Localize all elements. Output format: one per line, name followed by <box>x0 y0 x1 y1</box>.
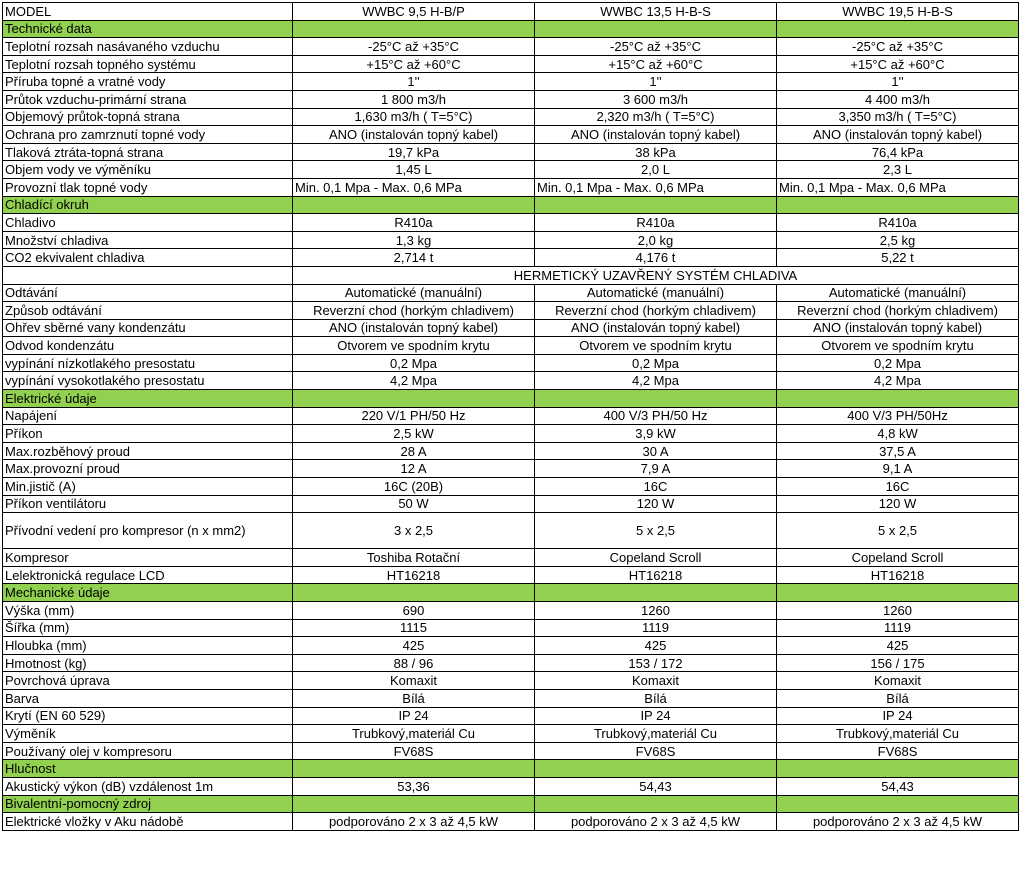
spec-row <box>3 460 1019 478</box>
section-fill-cell <box>777 795 1019 813</box>
spec-row <box>3 742 1019 760</box>
model-name: WWBC 19,5 H-B-S <box>777 3 1019 21</box>
spec-value: 1'' <box>535 73 777 91</box>
row-label: Výška (mm) <box>3 602 293 620</box>
spec-row <box>3 478 1019 496</box>
row-label: vypínání nízkotlakého presostatu <box>3 354 293 372</box>
row-label: Teplotní rozsah topného systému <box>3 55 293 73</box>
section-fill-cell <box>293 390 535 408</box>
spec-value: ANO (instalován topný kabel) <box>293 126 535 144</box>
spec-value: Komaxit <box>777 672 1019 690</box>
section-header-row <box>3 390 1019 408</box>
spec-value: 0,2 Mpa <box>535 354 777 372</box>
spec-value: R410a <box>535 214 777 232</box>
spec-value: 4,8 kW <box>777 425 1019 443</box>
section-title: Bivalentní-pomocný zdroj <box>3 795 293 813</box>
spec-value: 1,630 m3/h ( T=5°C) <box>293 108 535 126</box>
spec-value: 1 800 m3/h <box>293 90 535 108</box>
spec-row <box>3 725 1019 743</box>
section-title: Chladící okruh <box>3 196 293 214</box>
spec-value: Reverzní chod (horkým chladivem) <box>293 302 535 320</box>
spec-row <box>3 231 1019 249</box>
spec-value: 690 <box>293 602 535 620</box>
spec-value: 2,320 m3/h ( T=5°C) <box>535 108 777 126</box>
spec-row <box>3 777 1019 795</box>
row-label: Chladivo <box>3 214 293 232</box>
spec-value: Copeland Scroll <box>777 549 1019 567</box>
spec-value: 37,5 A <box>777 442 1019 460</box>
row-label: Hmotnost (kg) <box>3 654 293 672</box>
section-fill-cell <box>293 584 535 602</box>
row-label: Akustický výkon (dB) vzdálenost 1m <box>3 777 293 795</box>
spec-row <box>3 549 1019 567</box>
spec-value: Min. 0,1 Mpa - Max. 0,6 MPa <box>535 178 777 196</box>
spec-value: 1260 <box>777 602 1019 620</box>
row-label: Elektrické vložky v Aku nádobě <box>3 813 293 831</box>
spec-value: 156 / 175 <box>777 654 1019 672</box>
spec-row <box>3 108 1019 126</box>
spec-value: 2,3 L <box>777 161 1019 179</box>
spec-value: Trubkový,materiál Cu <box>777 725 1019 743</box>
spec-value: 4,2 Mpa <box>777 372 1019 390</box>
span-note-row <box>3 266 1019 284</box>
spec-value: Trubkový,materiál Cu <box>293 725 535 743</box>
section-header-row <box>3 196 1019 214</box>
spec-value: 28 A <box>293 442 535 460</box>
section-fill-cell <box>293 20 535 38</box>
spec-value: Automatické (manuální) <box>293 284 535 302</box>
spec-row <box>3 284 1019 302</box>
spec-value: 38 kPa <box>535 143 777 161</box>
spec-value: 54,43 <box>777 777 1019 795</box>
spec-value: Otvorem ve spodním krytu <box>777 337 1019 355</box>
section-fill-cell <box>293 795 535 813</box>
spec-table-body <box>3 3 1019 831</box>
row-label: Příkon <box>3 425 293 443</box>
row-label: Max.rozběhový proud <box>3 442 293 460</box>
row-label: Krytí (EN 60 529) <box>3 707 293 725</box>
section-title: Technické data <box>3 20 293 38</box>
spec-value: 54,43 <box>535 777 777 795</box>
spec-value: podporováno 2 x 3 až 4,5 kW <box>535 813 777 831</box>
model-name: WWBC 13,5 H-B-S <box>535 3 777 21</box>
section-header-row <box>3 20 1019 38</box>
spec-value: Min. 0,1 Mpa - Max. 0,6 MPa <box>293 178 535 196</box>
row-label: Hloubka (mm) <box>3 637 293 655</box>
spec-value: 120 W <box>535 495 777 513</box>
spec-value: 50 W <box>293 495 535 513</box>
spec-value: 76,4 kPa <box>777 143 1019 161</box>
spec-row <box>3 407 1019 425</box>
spec-row <box>3 425 1019 443</box>
spec-value: Komaxit <box>293 672 535 690</box>
row-label: Barva <box>3 689 293 707</box>
section-fill-cell <box>777 760 1019 778</box>
spec-row <box>3 73 1019 91</box>
section-title: Elektrické údaje <box>3 390 293 408</box>
spec-value: podporováno 2 x 3 až 4,5 kW <box>777 813 1019 831</box>
spec-value: ANO (instalován topný kabel) <box>777 319 1019 337</box>
spec-value: 4,176 t <box>535 249 777 267</box>
row-label: Napájení <box>3 407 293 425</box>
section-fill-cell <box>535 584 777 602</box>
spec-value: 1260 <box>535 602 777 620</box>
spec-row <box>3 513 1019 549</box>
row-label: Tlaková ztráta-topná strana <box>3 143 293 161</box>
row-label: Odvod kondenzátu <box>3 337 293 355</box>
spec-value: podporováno 2 x 3 až 4,5 kW <box>293 813 535 831</box>
row-label: Ohřev sběrné vany kondenzátu <box>3 319 293 337</box>
spec-value: 16C <box>777 478 1019 496</box>
spec-value: Min. 0,1 Mpa - Max. 0,6 MPa <box>777 178 1019 196</box>
spec-value: Reverzní chod (horkým chladivem) <box>777 302 1019 320</box>
section-fill-cell <box>293 760 535 778</box>
spec-row <box>3 143 1019 161</box>
spec-value: Bílá <box>777 689 1019 707</box>
section-fill-cell <box>777 20 1019 38</box>
spec-value: 425 <box>535 637 777 655</box>
spec-row <box>3 495 1019 513</box>
row-label: Kompresor <box>3 549 293 567</box>
spec-value: Bílá <box>535 689 777 707</box>
spec-value: 5 x 2,5 <box>777 513 1019 549</box>
spec-value: 400 V/3 PH/50Hz <box>777 407 1019 425</box>
spec-value: R410a <box>777 214 1019 232</box>
spec-row <box>3 319 1019 337</box>
spec-value: HT16218 <box>293 566 535 584</box>
section-header-row <box>3 795 1019 813</box>
spec-value: Komaxit <box>535 672 777 690</box>
spec-row <box>3 707 1019 725</box>
spec-value: 5,22 t <box>777 249 1019 267</box>
section-fill-cell <box>535 795 777 813</box>
spec-row <box>3 619 1019 637</box>
spec-value: FV68S <box>777 742 1019 760</box>
spec-value: ANO (instalován topný kabel) <box>535 126 777 144</box>
section-header-row <box>3 760 1019 778</box>
spec-row <box>3 178 1019 196</box>
spec-table <box>2 2 1019 831</box>
spec-value: 120 W <box>777 495 1019 513</box>
spec-value: 3 600 m3/h <box>535 90 777 108</box>
spec-value: 425 <box>777 637 1019 655</box>
spec-row <box>3 689 1019 707</box>
spec-row <box>3 442 1019 460</box>
row-label: Odtávání <box>3 284 293 302</box>
spec-row <box>3 161 1019 179</box>
system-note: HERMETICKÝ UZAVŘENÝ SYSTÉM CHLADIVA <box>293 266 1019 284</box>
spec-value: 0,2 Mpa <box>777 354 1019 372</box>
spec-value: 2,5 kW <box>293 425 535 443</box>
spec-row <box>3 813 1019 831</box>
spec-value: IP 24 <box>293 707 535 725</box>
spec-value: IP 24 <box>777 707 1019 725</box>
section-fill-cell <box>777 584 1019 602</box>
spec-value: 16C (20B) <box>293 478 535 496</box>
spec-value: 1,45 L <box>293 161 535 179</box>
spec-value: ANO (instalován topný kabel) <box>535 319 777 337</box>
row-label: Provozní tlak topné vody <box>3 178 293 196</box>
spec-row <box>3 566 1019 584</box>
spec-row <box>3 302 1019 320</box>
spec-value: Toshiba Rotační <box>293 549 535 567</box>
spec-value: FV68S <box>535 742 777 760</box>
spec-row <box>3 55 1019 73</box>
spec-value: R410a <box>293 214 535 232</box>
row-label: Ochrana pro zamrznutí topné vody <box>3 126 293 144</box>
spec-value: 1115 <box>293 619 535 637</box>
header-row <box>3 3 1019 21</box>
spec-value: 4 400 m3/h <box>777 90 1019 108</box>
spec-value: 3 x 2,5 <box>293 513 535 549</box>
spec-row <box>3 126 1019 144</box>
spec-row <box>3 672 1019 690</box>
row-label: Min.jistič (A) <box>3 478 293 496</box>
section-fill-cell <box>535 196 777 214</box>
spec-value: 153 / 172 <box>535 654 777 672</box>
spec-value: Bílá <box>293 689 535 707</box>
spec-value: 5 x 2,5 <box>535 513 777 549</box>
spec-row <box>3 637 1019 655</box>
spec-value: 1'' <box>293 73 535 91</box>
row-label: Příkon ventilátoru <box>3 495 293 513</box>
section-fill-cell <box>535 760 777 778</box>
row-label: Používaný olej v kompresoru <box>3 742 293 760</box>
spec-value: 1119 <box>777 619 1019 637</box>
spec-value: 220 V/1 PH/50 Hz <box>293 407 535 425</box>
spec-value: 88 / 96 <box>293 654 535 672</box>
spec-value: 9,1 A <box>777 460 1019 478</box>
spec-value: +15°C až +60°C <box>293 55 535 73</box>
spec-value: 1'' <box>777 73 1019 91</box>
spec-value: IP 24 <box>535 707 777 725</box>
spec-value: +15°C až +60°C <box>777 55 1019 73</box>
spec-value: -25°C až +35°C <box>777 38 1019 56</box>
section-fill-cell <box>535 20 777 38</box>
spec-row <box>3 249 1019 267</box>
row-label: vypínání vysokotlakého presostatu <box>3 372 293 390</box>
spec-row <box>3 337 1019 355</box>
spec-value: 1,3 kg <box>293 231 535 249</box>
section-header-row <box>3 584 1019 602</box>
spec-value: HT16218 <box>535 566 777 584</box>
spec-value: 2,0 kg <box>535 231 777 249</box>
row-label: Max.provozní proud <box>3 460 293 478</box>
spec-value: 2,5 kg <box>777 231 1019 249</box>
row-label: Průtok vzduchu-primární strana <box>3 90 293 108</box>
spec-value: 4,2 Mpa <box>535 372 777 390</box>
spec-value: 2,714 t <box>293 249 535 267</box>
spec-value: ANO (instalován topný kabel) <box>777 126 1019 144</box>
row-label: Šířka (mm) <box>3 619 293 637</box>
section-fill-cell <box>777 196 1019 214</box>
row-label: Lelektronická regulace LCD <box>3 566 293 584</box>
spec-row <box>3 38 1019 56</box>
section-fill-cell <box>535 390 777 408</box>
model-label: MODEL <box>3 3 293 21</box>
spec-row <box>3 602 1019 620</box>
spec-value: 12 A <box>293 460 535 478</box>
spec-value: 2,0 L <box>535 161 777 179</box>
section-fill-cell <box>777 390 1019 408</box>
spec-value: 425 <box>293 637 535 655</box>
row-label: Výměník <box>3 725 293 743</box>
spec-value: 3,9 kW <box>535 425 777 443</box>
spec-value: Automatické (manuální) <box>777 284 1019 302</box>
spec-value: Copeland Scroll <box>535 549 777 567</box>
spec-value: -25°C až +35°C <box>535 38 777 56</box>
spec-row <box>3 654 1019 672</box>
row-label: Povrchová úprava <box>3 672 293 690</box>
spec-row <box>3 372 1019 390</box>
section-title: Hlučnost <box>3 760 293 778</box>
spec-value: ANO (instalován topný kabel) <box>293 319 535 337</box>
spec-row <box>3 214 1019 232</box>
spec-value: FV68S <box>293 742 535 760</box>
spec-value: 1119 <box>535 619 777 637</box>
spec-value: -25°C až +35°C <box>293 38 535 56</box>
row-label: Teplotní rozsah nasávaného vzduchu <box>3 38 293 56</box>
spec-value: Otvorem ve spodním krytu <box>293 337 535 355</box>
spec-value: 400 V/3 PH/50 Hz <box>535 407 777 425</box>
spec-row <box>3 354 1019 372</box>
spec-value: 4,2 Mpa <box>293 372 535 390</box>
section-fill-cell <box>293 196 535 214</box>
model-name: WWBC 9,5 H-B/P <box>293 3 535 21</box>
row-label: Objem vody ve výměníku <box>3 161 293 179</box>
spec-value: 3,350 m3/h ( T=5°C) <box>777 108 1019 126</box>
spec-value: Trubkový,materiál Cu <box>535 725 777 743</box>
spec-value: +15°C až +60°C <box>535 55 777 73</box>
spec-value: 53,36 <box>293 777 535 795</box>
row-label: Objemový průtok-topná strana <box>3 108 293 126</box>
spec-value: Automatické (manuální) <box>535 284 777 302</box>
spec-value: HT16218 <box>777 566 1019 584</box>
spec-value: 19,7 kPa <box>293 143 535 161</box>
section-title: Mechanické údaje <box>3 584 293 602</box>
row-label: Příruba topné a vratné vody <box>3 73 293 91</box>
row-label: CO2 ekvivalent chladiva <box>3 249 293 267</box>
row-label: Množství chladiva <box>3 231 293 249</box>
spec-value: Otvorem ve spodním krytu <box>535 337 777 355</box>
spec-value: 7,9 A <box>535 460 777 478</box>
spec-value: 16C <box>535 478 777 496</box>
spec-row <box>3 90 1019 108</box>
row-label: Způsob odtávání <box>3 302 293 320</box>
row-label: Přívodní vedení pro kompresor (n x mm2) <box>3 513 293 549</box>
spec-value: 30 A <box>535 442 777 460</box>
spec-value: Reverzní chod (horkým chladivem) <box>535 302 777 320</box>
spec-value: 0,2 Mpa <box>293 354 535 372</box>
row-label <box>3 266 293 284</box>
